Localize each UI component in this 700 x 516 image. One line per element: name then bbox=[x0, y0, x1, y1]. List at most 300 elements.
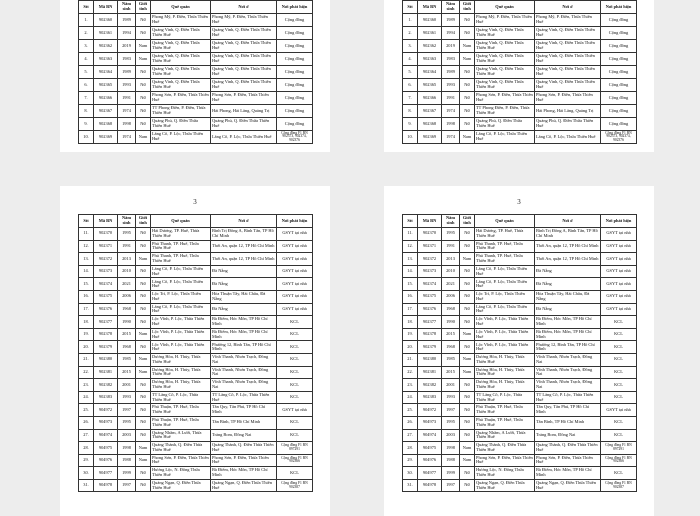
page-bottom-right bbox=[384, 186, 654, 516]
cell-nam-sinh: 2010 bbox=[442, 265, 460, 278]
cell-stt: 9. bbox=[403, 118, 418, 131]
cell-noi-o: Quảng Vinh, Q. Điền Thừa Thiên Huế bbox=[211, 79, 277, 92]
table-row bbox=[403, 328, 637, 341]
cell-gioi-tinh: Nam bbox=[136, 353, 151, 366]
cell-ma-bn: 902383 bbox=[94, 391, 118, 404]
header-ma-bn: Mã BN bbox=[94, 215, 118, 228]
cell-que-quan: Hải Dương, TP. Huế, Thừa Thiên Huế bbox=[475, 228, 535, 241]
table-row bbox=[403, 479, 637, 492]
cell-ma-bn: 902374 bbox=[94, 278, 118, 291]
cell-gioi-tinh: Nữ bbox=[460, 92, 475, 105]
cell-ma-bn: 902382 bbox=[94, 379, 118, 392]
cell-gioi-tinh: Nữ bbox=[460, 316, 475, 329]
cell-ma-bn: 904978 bbox=[418, 479, 442, 492]
cell-que-quan: Phú Thuận, TP. Huế, Thừa Thiên Huế bbox=[475, 416, 535, 429]
cell-noi-o: Đà Nẵng bbox=[535, 265, 601, 278]
table-row bbox=[403, 79, 637, 92]
cell-stt: 7. bbox=[403, 92, 418, 105]
cell-gioi-tinh: Nữ bbox=[460, 429, 475, 442]
cell-stt: 6. bbox=[79, 79, 94, 92]
cell-noi-phat-hien: Cộng đồng bbox=[601, 105, 637, 118]
cell-noi-o: Thới An, quận 12, TP Hồ Chí Minh bbox=[535, 240, 601, 253]
cell-stt: 31. bbox=[79, 479, 94, 492]
cell-ma-bn: 902366 bbox=[418, 92, 442, 105]
cell-que-quan: Quảng Nhâm, A Lưới, Thừa Thiên Huế bbox=[475, 429, 535, 442]
cell-que-quan: Lộc Trì, P. Lộc, Thừa Thiên Huế bbox=[151, 290, 211, 303]
header-nam-sinh: Năm sinh bbox=[118, 215, 136, 228]
cell-nam-sinh: 1989 bbox=[118, 14, 136, 27]
cell-que-quan: Quảng Ngạn, Q. Điền Thừa Thiên Huế bbox=[151, 479, 211, 492]
table-row bbox=[403, 391, 637, 404]
cell-noi-o: Phường 12, Bình Tân, TP Hồ Chí Minh bbox=[535, 341, 601, 354]
cell-noi-o: Quảng Vinh, Q. Điền Thừa Thiên Huế bbox=[211, 27, 277, 40]
cell-ma-bn: 902370 bbox=[418, 228, 442, 241]
table-row bbox=[79, 27, 313, 40]
cell-nam-sinh: 1993 bbox=[442, 79, 460, 92]
cell-nam-sinh: 1968 bbox=[118, 341, 136, 354]
cell-nam-sinh: 1995 bbox=[118, 228, 136, 241]
cell-gioi-tinh: Nữ bbox=[460, 391, 475, 404]
cell-ma-bn: 904978 bbox=[94, 479, 118, 492]
header-que-quan: Quê quán bbox=[475, 1, 535, 14]
cell-gioi-tinh: Nữ bbox=[136, 14, 151, 27]
cell-ma-bn: 904974 bbox=[94, 429, 118, 442]
cell-noi-phat-hien: Cộng đồng bbox=[601, 40, 637, 53]
cell-que-quan: TT Phong Điền, P. Điền, Thừa Thiên Huế bbox=[475, 105, 535, 118]
cell-noi-o: Bà Điểm, Hóc Môn, TP Hồ Chí Minh bbox=[211, 316, 277, 329]
cell-stt: 2. bbox=[403, 27, 418, 40]
cell-nam-sinh: 1993 bbox=[118, 79, 136, 92]
cell-gioi-tinh: Nữ bbox=[460, 228, 475, 241]
cell-noi-phat-hien: GSYT tại nhà bbox=[601, 278, 637, 291]
cell-ma-bn: 902365 bbox=[418, 79, 442, 92]
cell-stt: 14. bbox=[79, 265, 94, 278]
cell-que-quan: Dương Hòa, H. Thủy, Thừa Thiên Huế bbox=[151, 353, 211, 366]
cell-stt: 25. bbox=[403, 404, 418, 417]
cell-ma-bn: 902366 bbox=[94, 92, 118, 105]
cell-noi-phat-hien: Cộng đồng bbox=[601, 118, 637, 131]
cell-ma-bn: 902373 bbox=[94, 265, 118, 278]
cell-noi-o: Quảng Ngạn, Q. Điền Thừa Thiên Huế bbox=[211, 479, 277, 492]
cell-stt: 22. bbox=[403, 366, 418, 379]
cell-noi-phat-hien: Cộng đồng bbox=[277, 118, 313, 131]
cell-stt: 29. bbox=[403, 454, 418, 467]
cell-ma-bn: 902379 bbox=[94, 341, 118, 354]
header-stt: Stt bbox=[403, 215, 418, 228]
cell-noi-phat-hien: KCL bbox=[277, 341, 313, 354]
cell-noi-o: Vĩnh Thanh, Nhơn Trạch, Đồng Nai bbox=[535, 379, 601, 392]
table-row bbox=[403, 105, 637, 118]
table-row bbox=[79, 240, 313, 253]
cell-noi-o: Tân Bình, TP Hồ Chí Minh bbox=[211, 416, 277, 429]
cell-ma-bn: 902369 bbox=[94, 131, 118, 144]
cell-nam-sinh: 1989 bbox=[118, 66, 136, 79]
cell-noi-phat-hien: GSYT tại nhà bbox=[277, 240, 313, 253]
cell-stt: 24. bbox=[403, 391, 418, 404]
cell-stt: 17. bbox=[79, 303, 94, 316]
cell-stt: 26. bbox=[79, 416, 94, 429]
cell-noi-phat-hien: KCL bbox=[277, 416, 313, 429]
cell-noi-phat-hien: GSYT tại nhà bbox=[601, 265, 637, 278]
cell-ma-bn: 902363 bbox=[94, 53, 118, 66]
table-row bbox=[403, 442, 637, 455]
header-noi-phat-hien: Nơi phát hiện bbox=[601, 215, 637, 228]
cell-que-quan: Quảng Ngạn, Q. Điền Thừa Thiên Huế bbox=[475, 479, 535, 492]
cell-nam-sinh: 2001 bbox=[118, 379, 136, 392]
cell-ma-bn: 902361 bbox=[418, 27, 442, 40]
table-row bbox=[79, 303, 313, 316]
cell-stt: 28. bbox=[79, 442, 94, 455]
cell-gioi-tinh: Nữ bbox=[136, 105, 151, 118]
cell-que-quan: Quảng Vinh, Q. Điền Thừa Thiên Huế bbox=[151, 27, 211, 40]
cell-que-quan: Dương Hòa, H. Thủy, Thừa Thiên Huế bbox=[151, 379, 211, 392]
cell-noi-phat-hien: GSYT tại nhà bbox=[277, 278, 313, 291]
cell-que-quan: Phong Mỹ, P. Điền, Thừa Thiên Huế bbox=[151, 14, 211, 27]
cell-stt: 18. bbox=[403, 316, 418, 329]
cell-que-quan: Lộc Vĩnh, P. Lộc, Thừa Thiên Huế bbox=[151, 341, 211, 354]
table-row bbox=[403, 379, 637, 392]
cell-gioi-tinh: Nam bbox=[136, 131, 151, 144]
cell-nam-sinh: 2001 bbox=[442, 379, 460, 392]
cell-nam-sinh: 1997 bbox=[442, 479, 460, 492]
cell-gioi-tinh: Nữ bbox=[136, 316, 151, 329]
header-nam-sinh: Năm sinh bbox=[118, 1, 136, 14]
cell-nam-sinh: 1974 bbox=[442, 105, 460, 118]
patient-table-bottom-left bbox=[78, 214, 313, 492]
cell-stt: 29. bbox=[79, 454, 94, 467]
cell-ma-bn: 904976 bbox=[418, 454, 442, 467]
cell-noi-o: Lăng Cô, P. Lộc, Thừa Thiên Huế bbox=[535, 131, 601, 144]
cell-ma-bn: 902378 bbox=[418, 328, 442, 341]
cell-ma-bn: 902361 bbox=[94, 27, 118, 40]
cell-noi-phat-hien: GSYT tại nhà bbox=[277, 265, 313, 278]
header-ma-bn: Mã BN bbox=[94, 1, 118, 14]
cell-que-quan: Quảng Vinh, Q. Điền Thừa Thiên Huế bbox=[151, 53, 211, 66]
cell-ma-bn: 904974 bbox=[418, 429, 442, 442]
header-noi-o: Nơi ở bbox=[535, 1, 601, 14]
cell-nam-sinh: 1990 bbox=[442, 316, 460, 329]
cell-nam-sinh: 1991 bbox=[118, 240, 136, 253]
cell-noi-o: Bà Điểm, Hóc Môn, TP Hồ Chí Minh bbox=[211, 467, 277, 480]
cell-noi-o: Quảng Vinh, Q. Điền Thừa Thiên Huế bbox=[535, 79, 601, 92]
cell-ma-bn: 904973 bbox=[418, 416, 442, 429]
cell-stt: 12. bbox=[403, 240, 418, 253]
cell-stt: 7. bbox=[79, 92, 94, 105]
cell-ma-bn: 902362 bbox=[418, 40, 442, 53]
cell-stt: 8. bbox=[79, 105, 94, 118]
cell-noi-o: Vĩnh Thanh, Nhơn Trạch, Đồng Nai bbox=[211, 379, 277, 392]
cell-nam-sinh: 1983 bbox=[118, 53, 136, 66]
patient-table-top-left bbox=[78, 0, 313, 144]
cell-ma-bn: 904975 bbox=[94, 442, 118, 455]
cell-gioi-tinh: Nữ bbox=[460, 416, 475, 429]
patient-table-top-right bbox=[402, 0, 637, 144]
cell-nam-sinh: 1994 bbox=[442, 27, 460, 40]
cell-noi-phat-hien: Cộng đồng bbox=[277, 79, 313, 92]
cell-que-quan: Phong Sơn, P. Điền, Thừa Thiên Huế bbox=[475, 454, 535, 467]
cell-noi-phat-hien: Cộng đồng F1 BN 902373, 902374, 902376 bbox=[601, 131, 637, 144]
cell-stt: 4. bbox=[79, 53, 94, 66]
cell-stt: 19. bbox=[79, 328, 94, 341]
cell-noi-phat-hien: KCL bbox=[277, 391, 313, 404]
cell-noi-o: Quảng Vinh, Q. Điền Thừa Thiên Huế bbox=[211, 40, 277, 53]
cell-nam-sinh: 1993 bbox=[118, 391, 136, 404]
cell-gioi-tinh: Nữ bbox=[460, 479, 475, 492]
cell-noi-phat-hien: KCL bbox=[277, 379, 313, 392]
cell-nam-sinh: 2010 bbox=[118, 265, 136, 278]
cell-noi-o: Hòa Thuận Tây, Hải Châu, Đà Nẵng bbox=[535, 290, 601, 303]
cell-que-quan: Hải Dương, TP. Huế, Thừa Thiên Huế bbox=[151, 228, 211, 241]
cell-noi-phat-hien: Cộng đồng bbox=[277, 66, 313, 79]
cell-noi-o: Bà Điểm, Hóc Môn, TP Hồ Chí Minh bbox=[535, 316, 601, 329]
cell-noi-phat-hien: Cộng đồng bbox=[601, 53, 637, 66]
cell-nam-sinh: 1995 bbox=[442, 228, 460, 241]
cell-stt: 27. bbox=[79, 429, 94, 442]
cell-gioi-tinh: Nữ bbox=[136, 467, 151, 480]
table-header-row bbox=[79, 215, 313, 228]
cell-nam-sinh: 2015 bbox=[118, 328, 136, 341]
table-row bbox=[79, 92, 313, 105]
cell-que-quan: Quảng Phú, Q. Điền Thừa Thiên Huế bbox=[151, 118, 211, 131]
cell-gioi-tinh: Nam bbox=[136, 454, 151, 467]
cell-gioi-tinh: Nữ bbox=[136, 278, 151, 291]
cell-noi-phat-hien: Cộng đồng F1 BN 897291 bbox=[277, 442, 313, 455]
cell-stt: 15. bbox=[79, 278, 94, 291]
cell-noi-o: Hải Phong, Hải Lăng, Quảng Trị bbox=[535, 105, 601, 118]
cell-stt: 26. bbox=[403, 416, 418, 429]
cell-noi-o: Phong Mỹ, P. Điền, Thừa Thiên Huế bbox=[535, 14, 601, 27]
cell-ma-bn: 904972 bbox=[418, 404, 442, 417]
cell-noi-phat-hien: Cộng đồng F1 BN 902366 bbox=[277, 454, 313, 467]
cell-noi-o: Quảng Phú, Q. Điền Thừa Thiên Huế bbox=[211, 118, 277, 131]
table-row bbox=[403, 316, 637, 329]
cell-nam-sinh: 2021 bbox=[442, 278, 460, 291]
table-row bbox=[79, 341, 313, 354]
cell-noi-o: Phong Sơn, P. Điền, Thừa Thiên Huế bbox=[211, 92, 277, 105]
table-row bbox=[79, 404, 313, 417]
table-header-row bbox=[79, 1, 313, 14]
cell-que-quan: Lăng Cô, P. Lộc, Thừa Thiên Huế bbox=[475, 131, 535, 144]
cell-gioi-tinh: Nữ bbox=[460, 14, 475, 27]
cell-stt: 16. bbox=[403, 290, 418, 303]
cell-gioi-tinh: Nữ bbox=[136, 404, 151, 417]
cell-que-quan: Phú Thuận, TP. Huế, Thừa Thiên Huế bbox=[151, 416, 211, 429]
cell-que-quan: Quảng Vinh, Q. Điền Thừa Thiên Huế bbox=[475, 27, 535, 40]
cell-stt: 2. bbox=[79, 27, 94, 40]
cell-stt: 8. bbox=[403, 105, 418, 118]
header-nam-sinh: Năm sinh bbox=[442, 215, 460, 228]
header-gioi-tinh: Giới tính bbox=[136, 1, 151, 14]
cell-nam-sinh: 2015 bbox=[118, 366, 136, 379]
cell-noi-o: Phong Mỹ, P. Điền, Thừa Thiên Huế bbox=[211, 14, 277, 27]
table-row bbox=[403, 429, 637, 442]
cell-que-quan: Phú Thanh, TP. Huế, Thừa Thiên Huế bbox=[475, 253, 535, 266]
cell-que-quan: TT Phong Điền, P. Điền, Thừa Thiên Huế bbox=[151, 105, 211, 118]
cell-que-quan: Lăng Cô, P. Lộc, Thừa Thiên Huế bbox=[151, 265, 211, 278]
cell-ma-bn: 904977 bbox=[418, 467, 442, 480]
header-gioi-tinh: Giới tính bbox=[460, 1, 475, 14]
cell-gioi-tinh: Nam bbox=[460, 253, 475, 266]
cell-noi-o: Vĩnh Thanh, Nhơn Trạch, Đồng Nai bbox=[535, 366, 601, 379]
cell-nam-sinh: 2019 bbox=[442, 40, 460, 53]
cell-gioi-tinh: Nữ bbox=[460, 341, 475, 354]
header-noi-phat-hien: Nơi phát hiện bbox=[277, 1, 313, 14]
cell-stt: 16. bbox=[79, 290, 94, 303]
cell-noi-o: Đà Nẵng bbox=[211, 303, 277, 316]
table-row bbox=[79, 131, 313, 144]
table-row bbox=[79, 14, 313, 27]
cell-que-quan: Quảng Thành, Q. Điền Thừa Thiên Huế bbox=[475, 442, 535, 455]
cell-noi-phat-hien: GSYT tại nhà bbox=[277, 253, 313, 266]
cell-noi-phat-hien: Cộng đồng bbox=[601, 79, 637, 92]
cell-gioi-tinh: Nữ bbox=[460, 265, 475, 278]
cell-que-quan: Lăng Cô, P. Lộc, Thừa Thiên Huế bbox=[151, 303, 211, 316]
cell-noi-o: Bình Trị Đông A, Bình Tân, TP Hồ Chí Minh bbox=[535, 228, 601, 241]
cell-noi-phat-hien: Cộng đồng bbox=[277, 53, 313, 66]
cell-noi-o: Vĩnh Thanh, Nhơn Trạch, Đồng Nai bbox=[211, 366, 277, 379]
cell-noi-phat-hien: Cộng đồng F1 BN 902387 bbox=[277, 479, 313, 492]
cell-gioi-tinh: Nữ bbox=[136, 416, 151, 429]
cell-noi-o: Hải Phong, Hải Lăng, Quảng Trị bbox=[211, 105, 277, 118]
cell-noi-phat-hien: KCL bbox=[601, 379, 637, 392]
cell-noi-o: Quảng Vinh, Q. Điền Thừa Thiên Huế bbox=[535, 66, 601, 79]
cell-noi-o: Quảng Vinh, Q. Điền Thừa Thiên Huế bbox=[535, 40, 601, 53]
table-row bbox=[79, 328, 313, 341]
table-row bbox=[79, 105, 313, 118]
cell-ma-bn: 902362 bbox=[94, 40, 118, 53]
cell-gioi-tinh: Nữ bbox=[460, 105, 475, 118]
cell-stt: 28. bbox=[403, 442, 418, 455]
table-row bbox=[403, 341, 637, 354]
cell-noi-o: Quảng Phú, Q. Điền Thừa Thiên Huế bbox=[535, 118, 601, 131]
cell-ma-bn: 904972 bbox=[94, 404, 118, 417]
cell-noi-phat-hien: GSYT tại nhà bbox=[601, 228, 637, 241]
cell-nam-sinh: 1983 bbox=[442, 53, 460, 66]
cell-noi-phat-hien: Cộng đồng bbox=[277, 14, 313, 27]
header-noi-phat-hien: Nơi phát hiện bbox=[277, 215, 313, 228]
table-row bbox=[403, 40, 637, 53]
cell-gioi-tinh: Nữ bbox=[136, 290, 151, 303]
cell-nam-sinh: 2019 bbox=[118, 40, 136, 53]
header-gioi-tinh: Giới tính bbox=[460, 215, 475, 228]
cell-stt: 1. bbox=[403, 14, 418, 27]
cell-noi-o: Phong Sơn, P. Điền, Thừa Thiên Huế bbox=[535, 92, 601, 105]
cell-gioi-tinh: Nam bbox=[460, 366, 475, 379]
cell-noi-phat-hien: GSYT tại nhà bbox=[601, 404, 637, 417]
table-row bbox=[79, 429, 313, 442]
cell-noi-o: Bà Điểm, Hóc Môn, TP Hồ Chí Minh bbox=[535, 328, 601, 341]
table-row bbox=[79, 353, 313, 366]
cell-gioi-tinh: Nữ bbox=[136, 240, 151, 253]
cell-nam-sinh: 1985 bbox=[118, 353, 136, 366]
cell-noi-o: Thới An, quận 12, TP Hồ Chí Minh bbox=[535, 253, 601, 266]
cell-gioi-tinh: Nữ bbox=[460, 27, 475, 40]
cell-noi-o: Bình Trị Đông A, Bình Tân, TP Hồ Chí Minh bbox=[211, 228, 277, 241]
cell-stt: 3. bbox=[79, 40, 94, 53]
cell-noi-o: Trảng Bom, Đồng Nai bbox=[211, 429, 277, 442]
cell-ma-bn: 902369 bbox=[418, 131, 442, 144]
cell-nam-sinh: 1974 bbox=[118, 105, 136, 118]
cell-stt: 4. bbox=[403, 53, 418, 66]
cell-noi-o: Đà Nẵng bbox=[535, 278, 601, 291]
cell-stt: 25. bbox=[79, 404, 94, 417]
header-que-quan: Quê quán bbox=[475, 215, 535, 228]
cell-nam-sinh: 2013 bbox=[442, 253, 460, 266]
cell-noi-o: Tân Quy, Tân Phú, TP Hồ Chí Minh bbox=[535, 404, 601, 417]
cell-ma-bn: 902363 bbox=[418, 53, 442, 66]
cell-gioi-tinh: Nam bbox=[136, 53, 151, 66]
cell-que-quan: Quảng Vinh, Q. Điền Thừa Thiên Huế bbox=[475, 53, 535, 66]
cell-gioi-tinh: Nữ bbox=[460, 79, 475, 92]
cell-nam-sinh: 1991 bbox=[118, 92, 136, 105]
cell-que-quan: Phong Sơn, P. Điền, Thừa Thiên Huế bbox=[151, 92, 211, 105]
cell-ma-bn: 902373 bbox=[418, 265, 442, 278]
cell-que-quan: Phú Thuận, TP. Huế, Thừa Thiên Huế bbox=[151, 404, 211, 417]
cell-que-quan: Quảng Vinh, Q. Điền Thừa Thiên Huế bbox=[475, 40, 535, 53]
header-ma-bn: Mã BN bbox=[418, 215, 442, 228]
header-nam-sinh: Năm sinh bbox=[442, 1, 460, 14]
cell-stt: 5. bbox=[79, 66, 94, 79]
cell-ma-bn: 902360 bbox=[94, 14, 118, 27]
cell-noi-phat-hien: GSYT tại nhà bbox=[601, 303, 637, 316]
cell-ma-bn: 902377 bbox=[418, 316, 442, 329]
cell-nam-sinh: 1968 bbox=[442, 341, 460, 354]
cell-noi-phat-hien: KCL bbox=[277, 316, 313, 329]
cell-stt: 3. bbox=[403, 40, 418, 53]
cell-noi-phat-hien: Cộng đồng bbox=[601, 92, 637, 105]
cell-nam-sinh: 1990 bbox=[118, 316, 136, 329]
cell-nam-sinh: 1995 bbox=[118, 416, 136, 429]
cell-noi-o: Bà Điểm, Hóc Môn, TP Hồ Chí Minh bbox=[211, 328, 277, 341]
cell-noi-phat-hien: Cộng đồng bbox=[601, 66, 637, 79]
cell-noi-o: TT Lăng Cô, P. Lộc, Thừa Thiên Huế bbox=[535, 391, 601, 404]
cell-noi-o: Quảng Vinh, Q. Điền Thừa Thiên Huế bbox=[211, 66, 277, 79]
cell-que-quan: Phong Sơn, P. Điền, Thừa Thiên Huế bbox=[151, 454, 211, 467]
cell-noi-phat-hien: GSYT tại nhà bbox=[277, 228, 313, 241]
cell-nam-sinh: 1994 bbox=[118, 27, 136, 40]
cell-que-quan: TT Lăng Cô, P. Lộc, Thừa Thiên Huế bbox=[475, 391, 535, 404]
cell-que-quan: Lộc Vĩnh, P. Lộc, Thừa Thiên Huế bbox=[475, 341, 535, 354]
cell-gioi-tinh: Nam bbox=[460, 353, 475, 366]
cell-que-quan: Lăng Cô, P. Lộc, Thừa Thiên Huế bbox=[151, 131, 211, 144]
cell-stt: 12. bbox=[79, 240, 94, 253]
cell-noi-phat-hien: GSYT tại nhà bbox=[601, 253, 637, 266]
cell-que-quan: Lộc Trì, P. Lộc, Thừa Thiên Huế bbox=[475, 290, 535, 303]
cell-stt: 14. bbox=[403, 265, 418, 278]
cell-ma-bn: 902380 bbox=[94, 353, 118, 366]
cell-gioi-tinh: Nữ bbox=[136, 228, 151, 241]
cell-noi-o: Lăng Cô, P. Lộc, Thừa Thiên Huế bbox=[211, 131, 277, 144]
table-row bbox=[79, 391, 313, 404]
cell-ma-bn: 902382 bbox=[418, 379, 442, 392]
cell-gioi-tinh: Nữ bbox=[136, 341, 151, 354]
cell-stt: 30. bbox=[79, 467, 94, 480]
patient-table-bottom-right bbox=[402, 214, 637, 492]
cell-gioi-tinh: Nữ bbox=[136, 479, 151, 492]
table-row bbox=[79, 53, 313, 66]
cell-noi-o: Vĩnh Thanh, Nhơn Trạch, Đồng Nai bbox=[211, 353, 277, 366]
cell-que-quan: Phú Thanh, TP. Huế, Thừa Thiên Huế bbox=[151, 253, 211, 266]
cell-gioi-tinh: Nữ bbox=[136, 79, 151, 92]
cell-ma-bn: 902378 bbox=[94, 328, 118, 341]
cell-noi-phat-hien: Cộng đồng bbox=[277, 40, 313, 53]
cell-gioi-tinh: Nữ bbox=[136, 118, 151, 131]
cell-nam-sinh: 1974 bbox=[118, 131, 136, 144]
table-row bbox=[403, 131, 637, 144]
cell-que-quan: TT Lăng Cô, P. Lộc, Thừa Thiên Huế bbox=[151, 391, 211, 404]
table-row bbox=[79, 416, 313, 429]
cell-que-quan: Quảng Vinh, Q. Điền Thừa Thiên Huế bbox=[151, 79, 211, 92]
